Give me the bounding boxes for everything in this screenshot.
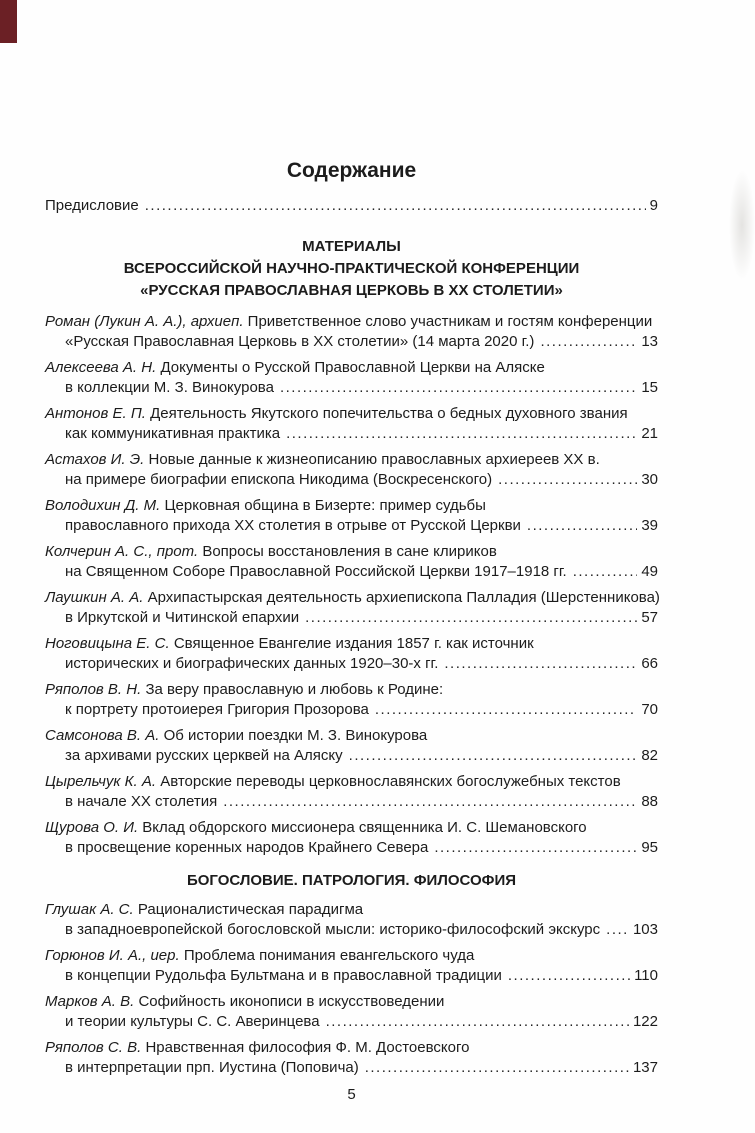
entry-page-number: 82 [641,747,658,764]
toc-entry [45,634,658,674]
entry-title-line1: Рационалистическая парадигма [137,901,364,918]
entry-page-number: 21 [641,425,658,442]
entry-title-line1: Об истории поездки М. З. Винокурова [163,727,428,744]
entry-first-line [45,680,658,700]
entry-first-line [45,312,658,332]
entry-first-line [45,900,658,920]
entry-title-line1: Проблема понимания евангельского чуда [183,947,475,964]
entry-second-line [45,920,658,940]
dot-leader [434,838,637,858]
entry-first-line [45,588,658,608]
entry-author: Щурова О. И. [45,819,143,836]
entry-page-number: 137 [632,1059,658,1076]
entry-author: Самсонова В. А. [45,727,164,744]
toc-content [45,150,658,1084]
entry-second-line [45,700,658,720]
entry-title-line1: Вопросы восстановления в сане клириков [202,543,497,560]
entry-title-line1: Новые данные к жизнеописанию православных архиереев XX в. [148,451,600,468]
dot-leader [280,378,637,398]
entry-author: Цырельчук К. А. [45,773,161,790]
dot-leader [508,966,630,986]
entry-second-line [45,1058,658,1078]
preface-page-number: 9 [649,197,658,214]
entry-title-line2: в Иркутской и Читинской епархии [65,609,300,626]
entry-title-line1: Авторские переводы церковнославянских богослужебных текстов [160,773,621,790]
toc-entry [45,1038,658,1078]
dot-leader [444,654,637,674]
entry-author: Колчерин А. С., прот. [45,543,203,560]
entry-author: Глушак А. С. [45,901,138,918]
toc-entry [45,900,658,940]
entry-second-line [45,332,658,352]
entry-author: Ноговицына Е. С. [45,635,174,652]
entry-first-line [45,450,658,470]
entry-title-line2: в коллекции М. З. Винокурова [65,379,274,396]
entry-title-line2: в просвещение коренных народов Крайнего Севера [65,839,429,856]
dot-leader [305,608,637,628]
entry-title-line2: в интерпретации прп. Иустина (Поповича) [65,1059,359,1076]
entry-title-line1: Церковная община в Бизерте: пример судьбы [164,497,486,514]
entry-page-number: 88 [641,793,658,810]
toc-entry [45,312,658,352]
page-title: Содержание [286,159,417,182]
section-heading-line: ВСЕРОССИЙСКОЙ НАУЧНО-ПРАКТИЧЕСКОЙ КОНФЕРЕНЦИИ [123,260,580,277]
dot-leader [349,746,638,766]
entry-first-line [45,1038,658,1058]
entry-first-line [45,404,658,424]
entry-first-line [45,634,658,654]
entry-second-line [45,792,658,812]
toc-entry [45,726,658,766]
entry-author: Антонов Е. П. [45,405,151,422]
footer-page-number: 5 [347,1086,356,1103]
toc-entry [45,818,658,858]
entry-page-number: 95 [641,839,658,856]
entry-page-number: 122 [632,1013,658,1030]
entry-page-number: 15 [641,379,658,396]
entry-title-line2: на примере биографии епископа Никодима (Воскресенского) [65,471,493,488]
entry-second-line [45,516,658,536]
entry-first-line [45,818,658,838]
entry-second-line [45,378,658,398]
toc-entry [45,358,658,398]
toc-entry-preface [45,196,658,216]
entry-first-line [45,542,658,562]
entry-title-line2: в западноевропейской богословской мысли: историко-философский экскурс [65,921,601,938]
entry-title-line1: Архипастырская деятельность архиепископа Палладия (Шерстенникова) [147,589,660,606]
toc-sections [45,236,658,1078]
entry-author: Марков А. В. [45,993,139,1010]
entry-second-line [45,470,658,490]
entry-title-line2: православного прихода XX столетия в отрыве от Русской Церкви [65,517,521,534]
dot-leader [145,196,646,216]
entry-title-line2: на Священном Соборе Православной Российской Церкви 1917–1918 гг. [65,563,567,580]
scan-artifact [729,170,755,280]
toc-entry [45,772,658,812]
entry-title-line2: как коммуникативная практика [65,425,281,442]
entry-second-line [45,966,658,986]
section-heading-line: «РУССКАЯ ПРАВОСЛАВНАЯ ЦЕРКОВЬ В XX СТОЛЕТИИ» [140,282,563,299]
entry-title-line1: Вклад обдорского миссионера священника И. С. Шемановского [142,819,587,836]
toc-entry [45,496,658,536]
dot-leader [326,1012,629,1032]
entry-title-line1: Священное Евангелие издания 1857 г. как источник [173,635,534,652]
entry-page-number: 57 [641,609,658,626]
entry-title-line1: Деятельность Якутского попечительства о бедных духовного звания [150,405,628,422]
dot-leader [498,470,637,490]
toc-entry [45,588,658,628]
entry-title-line1: Нравственная философия Ф. М. Достоевского [145,1039,470,1056]
entry-author: Ряполов С. В. [45,1039,146,1056]
dot-leader [573,562,638,582]
dot-leader [223,792,637,812]
entry-page-number: 49 [641,563,658,580]
entry-first-line [45,496,658,516]
entry-title-line2: в начале XX столетия [65,793,218,810]
preface-label: Предисловие [45,197,139,214]
entry-author: Алексеева А. Н. [45,359,161,376]
dot-leader [527,516,637,536]
entry-author: Ряполов В. Н. [45,681,146,698]
entry-title-line1: Документы о Русской Православной Церкви на Аляске [160,359,545,376]
book-cover-corner-mark [0,0,17,43]
section-heading-line: МАТЕРИАЛЫ [302,238,401,255]
dot-leader [375,700,637,720]
dot-leader [606,920,629,940]
entry-second-line [45,654,658,674]
entry-second-line [45,838,658,858]
toc-entry [45,992,658,1032]
entry-second-line [45,424,658,444]
entry-first-line [45,726,658,746]
entry-page-number: 13 [641,333,658,350]
entry-author: Горюнов И. А., иер. [45,947,184,964]
entry-page-number: 39 [641,517,658,534]
entry-title-line2: за архивами русских церквей на Аляску [65,747,343,764]
entry-page-number: 66 [641,655,658,672]
dot-leader [286,424,637,444]
toc-entry [45,946,658,986]
entry-title-line2: исторических и биографических данных 1920–30-х гг. [65,655,439,672]
entry-author: Роман (Лукин А. А.), архиеп. [45,313,248,330]
entry-author: Лаушкин А. А. [45,589,148,606]
entry-second-line [45,608,658,628]
section-heading [45,870,658,892]
entry-page-number: 30 [641,471,658,488]
toc-entry [45,680,658,720]
section-heading [45,236,658,302]
entry-first-line [45,992,658,1012]
entry-second-line [45,562,658,582]
entry-first-line [45,946,658,966]
toc-entry [45,542,658,582]
entry-first-line [45,772,658,792]
entry-title-line1: Приветственное слово участникам и гостям конференции [247,313,653,330]
dot-leader [540,332,637,352]
entry-title-line2: к портрету протоиерея Григория Прозорова [65,701,369,718]
entry-first-line [45,358,658,378]
entry-author: Володихин Д. М. [45,497,165,514]
entry-page-number: 70 [641,701,658,718]
dot-leader [365,1058,629,1078]
entry-title-line1: За веру православную и любовь к Родине: [145,681,444,698]
toc-entry [45,450,658,490]
entry-title-line2: «Русская Православная Церковь в XX столетии» (14 марта 2020 г.) [65,333,535,350]
entry-second-line [45,1012,658,1032]
entry-author: Астахов И. Э. [45,451,149,468]
entry-page-number: 103 [632,921,658,938]
section-heading-line: БОГОСЛОВИЕ. ПАТРОЛОГИЯ. ФИЛОСОФИЯ [186,872,517,889]
entry-page-number: 110 [634,967,658,984]
entry-title-line1: Софийность иконописи в искусствоведении [138,993,445,1010]
entry-title-line2: в концепции Рудольфа Бультмана и в православной традиции [65,967,502,984]
toc-entry [45,404,658,444]
entry-second-line [45,746,658,766]
entry-title-line2: и теории культуры С. С. Аверинцева [65,1013,320,1030]
